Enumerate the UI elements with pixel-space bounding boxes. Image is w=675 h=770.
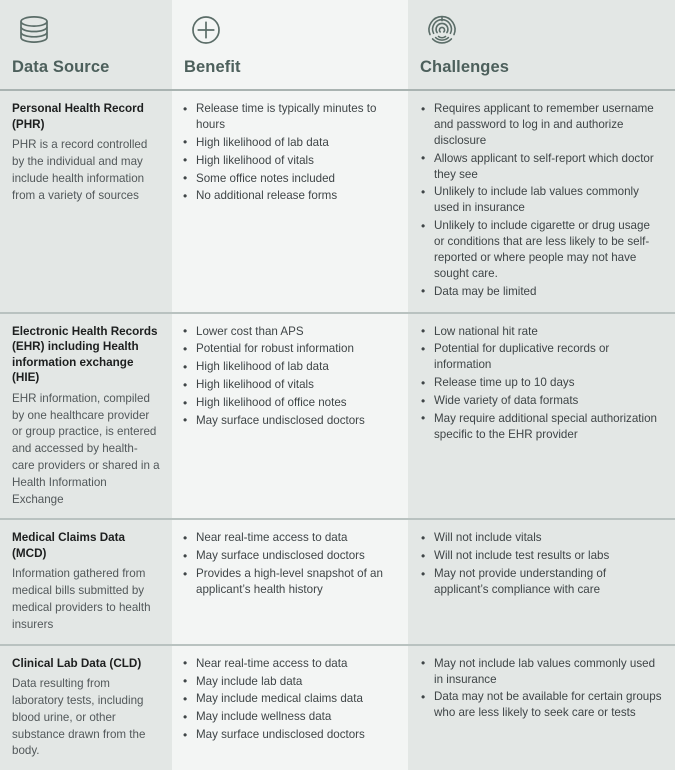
challenge-list (420, 324, 663, 443)
list-item: • May include lab data (182, 674, 396, 690)
benefit-list (182, 324, 396, 429)
source-title: Medical Claims Data (MCD) (12, 531, 126, 560)
header-cell-challenges (408, 0, 675, 89)
list-item: • May require additional special authorization specific to the EHR provider (420, 411, 663, 443)
cell-data-source (0, 646, 172, 770)
cell-challenges (408, 314, 675, 519)
header-cell-data-source (0, 0, 172, 89)
maze-circle-icon (420, 8, 663, 52)
list-item: • High likelihood of vitals (182, 153, 396, 169)
benefit-list (182, 656, 396, 743)
benefit-list (182, 530, 396, 598)
cell-benefit (172, 314, 408, 519)
table-row (0, 646, 675, 770)
list-item: • Potential for robust information (182, 341, 396, 357)
list-item: • Data may not be available for certain groups who are less likely to seek care or tests (420, 689, 663, 721)
list-item: • Unlikely to include cigarette or drug usage or conditions that are less likely to be self-reported or where people may not have sought care. (420, 218, 663, 282)
header-title-challenges: Challenges (420, 58, 510, 76)
challenge-list (420, 530, 663, 598)
list-item: • May include medical claims data (182, 691, 396, 707)
list-item: • Low national hit rate (420, 324, 663, 340)
list-item: • Release time up to 10 days (420, 375, 663, 391)
list-item: • Allows applicant to self-report which doctor they see (420, 151, 663, 183)
table-header-row (0, 0, 675, 91)
list-item: • May not provide understanding of applicant’s compliance with care (420, 566, 663, 598)
cell-data-source (0, 91, 172, 312)
list-item: • May surface undisclosed doctors (182, 727, 396, 743)
source-description: PHR is a record controlled by the individual and may include health information from a variety of sources (12, 138, 148, 202)
list-item: • Potential for duplicative records or information (420, 341, 663, 373)
list-item: • Release time is typically minutes to hours (182, 101, 396, 133)
cell-benefit (172, 520, 408, 643)
table-row (0, 520, 675, 645)
list-item: • High likelihood of vitals (182, 377, 396, 393)
list-item: • Wide variety of data formats (420, 393, 663, 409)
list-item: • May not include lab values commonly used in insurance (420, 656, 663, 688)
source-description: Data resulting from laboratory tests, including blood urine, or other substance drawn from the body. (12, 677, 146, 758)
source-title: Personal Health Record (PHR) (12, 102, 144, 131)
list-item: • May surface undisclosed doctors (182, 548, 396, 564)
list-item: • No additional release forms (182, 188, 396, 204)
table-row (0, 91, 675, 314)
cell-challenges (408, 646, 675, 770)
source-description: Information gathered from medical bills submitted by medical providers to health insurers (12, 567, 151, 631)
list-item: • Provides a high-level snapshot of an applicant’s health history (182, 566, 396, 598)
list-item: • Requires applicant to remember username and password to log in and authorize disclosure (420, 101, 663, 149)
cell-benefit (172, 91, 408, 312)
cell-challenges (408, 91, 675, 312)
database-icon (12, 8, 160, 52)
header-title-data-source: Data Source (12, 58, 110, 76)
list-item: • Near real-time access to data (182, 530, 396, 546)
list-item: • Will not include vitals (420, 530, 663, 546)
cell-challenges (408, 520, 675, 643)
list-item: • Data may be limited (420, 284, 663, 300)
list-item: • Lower cost than APS (182, 324, 396, 340)
cell-data-source (0, 520, 172, 643)
header-cell-benefit (172, 0, 408, 89)
list-item: • Will not include test results or labs (420, 548, 663, 564)
challenge-list (420, 656, 663, 722)
benefit-list (182, 101, 396, 204)
header-title-benefit: Benefit (184, 58, 241, 76)
list-item: • May surface undisclosed doctors (182, 413, 396, 429)
plus-circle-icon (184, 8, 396, 52)
list-item: • Near real-time access to data (182, 656, 396, 672)
table-row (0, 314, 675, 521)
source-title: Electronic Health Records (EHR) including Health information exchange (HIE) (12, 324, 158, 385)
cell-data-source (0, 314, 172, 519)
list-item: • Unlikely to include lab values commonly used in insurance (420, 184, 663, 216)
list-item: • High likelihood of office notes (182, 395, 396, 411)
list-item: • Some office notes included (182, 171, 396, 187)
challenge-list (420, 101, 663, 300)
source-title: Clinical Lab Data (CLD) (12, 656, 142, 670)
cell-benefit (172, 646, 408, 770)
list-item: • High likelihood of lab data (182, 359, 396, 375)
list-item: • High likelihood of lab data (182, 135, 396, 151)
list-item: • May include wellness data (182, 709, 396, 725)
source-description: EHR information, compiled by one healthcare provider or group practice, is entered and accessed by health-care providers or shared in a Health Information Exchange (12, 391, 160, 506)
